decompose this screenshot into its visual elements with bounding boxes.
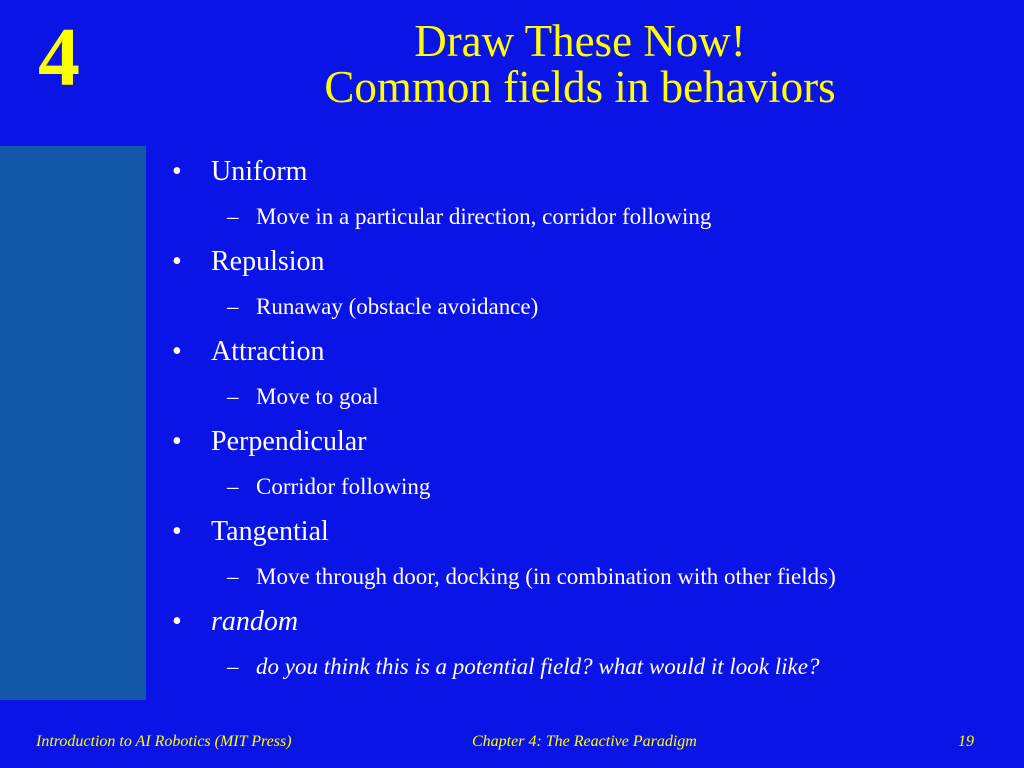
sub-bullet-text: do you think this is a potential field? what would it look like? <box>256 654 820 679</box>
dash-mark: – <box>227 384 239 409</box>
footer-chapter: Chapter 4: The Reactive Paradigm <box>472 733 697 750</box>
bullet-list <box>172 153 836 693</box>
bullet-label: Perpendicular <box>211 426 367 457</box>
side-panel <box>0 146 146 700</box>
bullet-random <box>172 603 836 641</box>
bullet-repulsion <box>172 243 836 281</box>
dash-mark: – <box>227 564 239 589</box>
sub-bullet-text: Move through door, docking (in combination with other fields) <box>256 564 836 589</box>
sub-bullet-text: Move in a particular direction, corridor following <box>256 204 712 229</box>
dash-mark: – <box>227 204 239 229</box>
title-line-2: Common fields in behaviors <box>324 62 836 112</box>
sub-bullet-random <box>172 641 836 693</box>
dash-mark: – <box>227 474 239 499</box>
sub-bullet-tangential <box>172 551 836 603</box>
bullet-mark: • <box>172 516 182 547</box>
bullet-mark: • <box>172 156 182 187</box>
bullet-label: Tangential <box>211 516 329 547</box>
sub-bullet-text: Runaway (obstacle avoidance) <box>256 294 539 319</box>
sub-bullet-attraction <box>172 371 836 423</box>
bullet-attraction <box>172 333 836 371</box>
bullet-mark: • <box>172 246 182 277</box>
dash-mark: – <box>227 294 239 319</box>
bullet-mark: • <box>172 336 182 367</box>
slide-title <box>180 18 980 110</box>
bullet-mark: • <box>172 426 182 457</box>
sub-bullet-repulsion <box>172 281 836 333</box>
bullet-label: Uniform <box>211 156 308 187</box>
sub-bullet-perpendicular <box>172 461 836 513</box>
footer-book-title: Introduction to AI Robotics (MIT Press) <box>36 733 292 750</box>
sub-bullet-uniform <box>172 191 836 243</box>
title-line-1: Draw These Now! <box>414 16 746 66</box>
dash-mark: – <box>227 654 239 679</box>
bullet-uniform <box>172 153 836 191</box>
sub-bullet-text: Corridor following <box>256 474 431 499</box>
bullet-perpendicular <box>172 423 836 461</box>
chapter-number: 4 <box>38 11 80 104</box>
sub-bullet-text: Move to goal <box>256 384 379 409</box>
bullet-label: Attraction <box>211 336 325 367</box>
bullet-label: Repulsion <box>211 246 325 277</box>
bullet-tangential <box>172 513 836 551</box>
bullet-label: random <box>211 606 299 637</box>
footer-page-number: 19 <box>958 733 974 750</box>
bullet-mark: • <box>172 606 182 637</box>
